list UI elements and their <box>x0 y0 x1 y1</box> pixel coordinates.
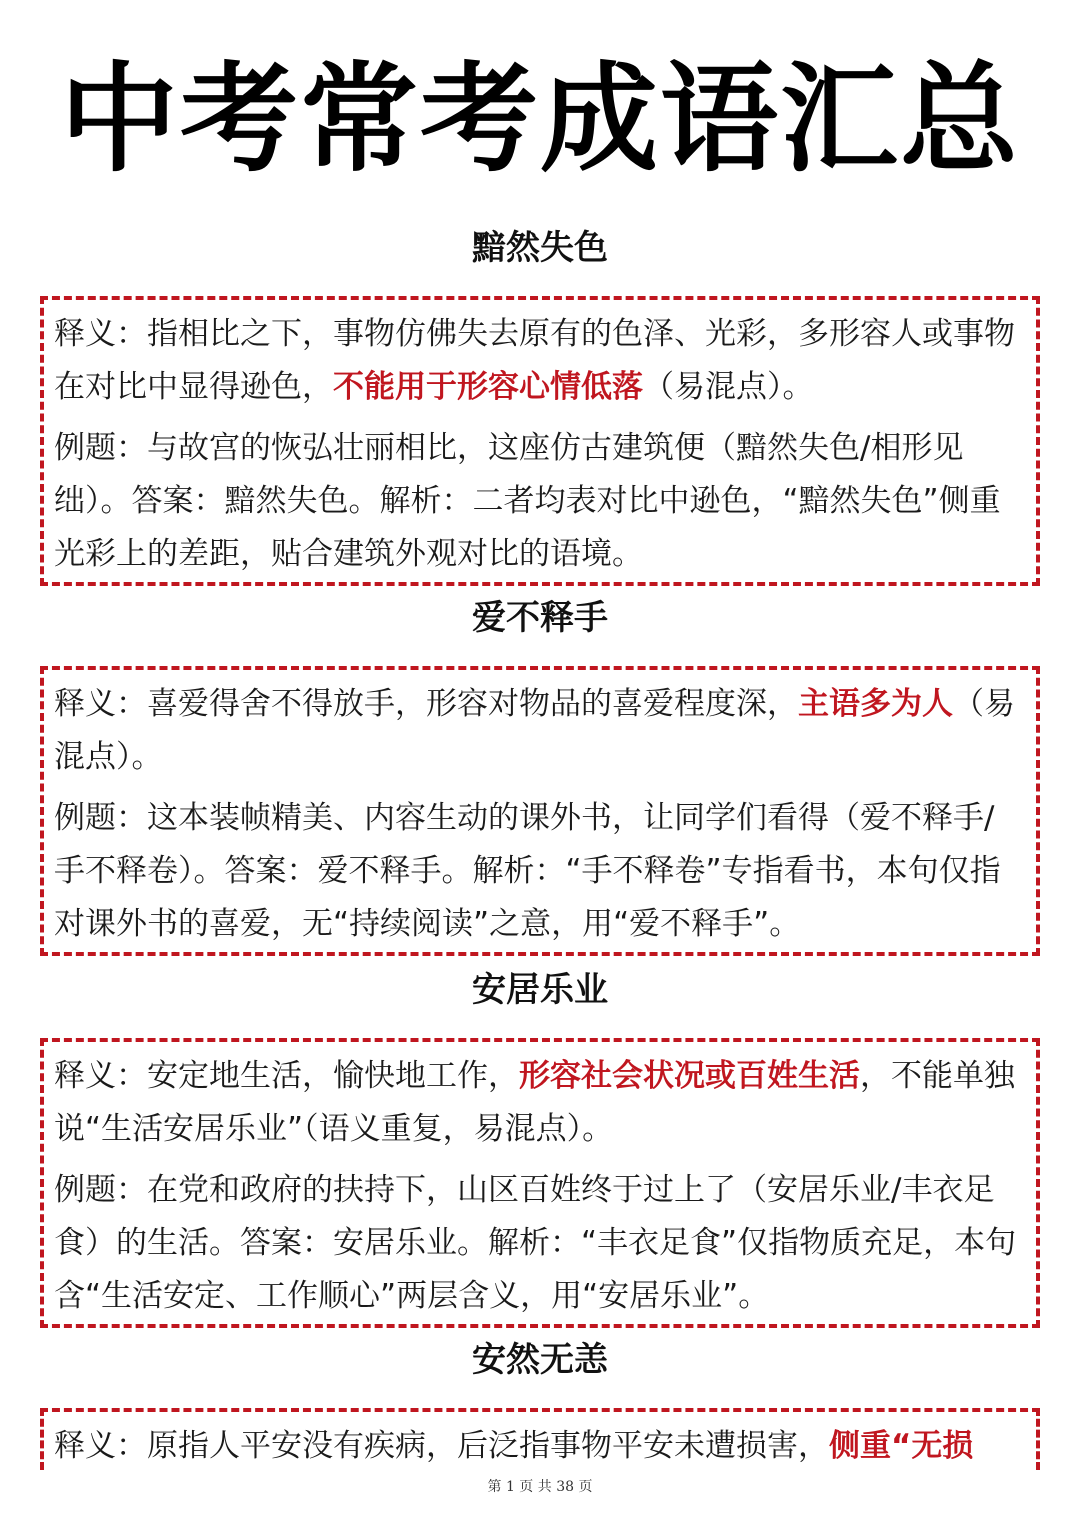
meaning-paragraph: 释义：原指人平安没有疾病，后泛指事物平安未遭损害，侧重“无损 <box>54 1428 974 1464</box>
key-point-highlight: 形容社会状况或百姓生活 <box>519 1058 860 1094</box>
key-point-highlight: 侧重“无损 <box>829 1428 974 1464</box>
example-paragraph: 例题：在党和政府的扶持下，山区百姓终于过上了（安居乐业/丰衣足食）的生活。答案：安居乐业。解析：“丰衣足食”仅指物质充足，本句含“生活安定、工作顺心”两层含义，用“安居乐业”。 <box>54 1172 1017 1314</box>
idiom-heading: 安然无恙 <box>472 1340 608 1380</box>
key-point-highlight: 不能用于形容心情低落 <box>333 369 643 405</box>
meaning-paragraph: 释义：指相比之下，事物仿佛失去原有的色泽、光彩，多形容人或事物在对比中显得逊色，不能用于形容心情低落（易混点）。 <box>54 316 1015 405</box>
key-point-highlight: 主语多为人 <box>798 686 953 722</box>
page-number: 第 1 页 共 38 页 <box>487 1479 593 1495</box>
idiom-card <box>40 1408 1040 1470</box>
meaning-paragraph: 释义：喜爱得舍不得放手，形容对物品的喜爱程度深，主语多为人（易混点）。 <box>54 686 1015 775</box>
example-paragraph: 例题：这本装帧精美、内容生动的课外书，让同学们看得（爱不释手/手不释卷）。答案：爱不释手。解析：“手不释卷”专指看书，本句仅指对课外书的喜爱，无“持续阅读”之意，用“爱不释手”。 <box>54 800 1001 942</box>
idiom-heading: 安居乐业 <box>472 970 608 1010</box>
idiom-card <box>40 296 1040 586</box>
meaning-paragraph: 释义：安定地生活，愉快地工作，形容社会状况或百姓生活，不能单独说“生活安居乐业”（语义重复，易混点）。 <box>54 1058 1015 1147</box>
page-title: 中考常考成语汇总 <box>59 50 1020 188</box>
idiom-heading: 黯然失色 <box>472 228 608 268</box>
idiom-card <box>40 1038 1040 1328</box>
example-paragraph: 例题：与故宫的恢弘壮丽相比，这座仿古建筑便（黯然失色/相形见绌）。答案：黯然失色。解析：二者均表对比中逊色，“黯然失色”侧重光彩上的差距，贴合建筑外观对比的语境。 <box>54 430 1001 572</box>
idiom-heading: 爱不释手 <box>472 598 608 638</box>
idiom-card <box>40 666 1040 956</box>
